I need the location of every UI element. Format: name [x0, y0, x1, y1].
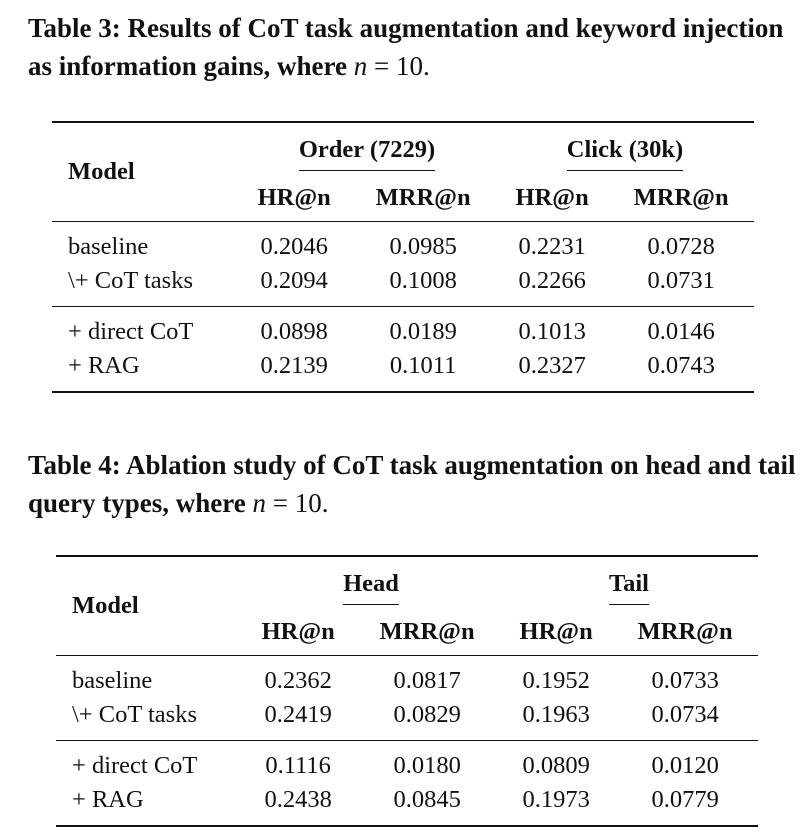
table4-value-cell: 0.0779 — [612, 783, 758, 826]
table3-value-cell: 0.0146 — [608, 307, 754, 350]
table4-value-cell: 0.1952 — [500, 656, 612, 699]
table4-group-header — [242, 556, 500, 609]
table3-caption-var: n — [353, 51, 368, 81]
table4-value-cell: 0.0733 — [612, 656, 758, 699]
table3-caption — [28, 9, 798, 85]
table4-metric-header: HR@n — [261, 618, 335, 645]
table3-value-cell: 0.0189 — [350, 307, 496, 350]
table-row — [52, 349, 754, 392]
table3-caption-label: Table 3: — [28, 13, 121, 43]
table4-caption-label: Table 4: — [28, 450, 121, 480]
table4-caption — [28, 446, 798, 522]
table3-group-header — [238, 122, 496, 175]
table4-value-cell: 0.1963 — [522, 701, 590, 728]
table-row — [56, 698, 758, 741]
table-row — [52, 307, 754, 350]
table4-caption-var: n — [252, 488, 266, 518]
table4-value-cell: 0.0845 — [354, 783, 500, 826]
table4-model-header: Model — [56, 556, 242, 656]
table3-value-cell: 0.0731 — [647, 267, 715, 294]
table3-value-cell: 0.2231 — [496, 222, 608, 265]
table4-value-cell: 0.1116 — [242, 741, 354, 784]
table4 — [56, 555, 758, 827]
table3-value-cell: 0.2094 — [260, 267, 328, 294]
table3-value-cell: 0.0728 — [608, 222, 754, 265]
table3-model-cell: \+ CoT tasks — [68, 267, 193, 294]
table4-model-cell: baseline — [56, 656, 242, 699]
table3-value-cell: 0.2139 — [238, 349, 350, 392]
table3-group-label: Order (7229) — [299, 136, 435, 171]
table4-group-label: Head — [343, 570, 399, 605]
table4-caption-eq: = 10. — [272, 488, 329, 518]
table-row — [56, 783, 758, 826]
table-row — [52, 222, 754, 265]
table3-value-cell: 0.1008 — [389, 267, 457, 294]
table4-value-cell: 0.0734 — [651, 701, 719, 728]
table3-metric-header: MRR@n — [375, 184, 471, 211]
table4-caption-text: Ablation study of CoT task augmentation on head and tail query types, where — [28, 450, 796, 518]
table3-metric-header: HR@n — [515, 184, 589, 211]
table4-value-cell: 0.2419 — [264, 701, 332, 728]
table3-group-header — [496, 122, 754, 175]
table3-model-header: Model — [52, 122, 238, 222]
table3-model-cell: + direct CoT — [52, 307, 238, 350]
table4-value-cell: 0.2438 — [242, 783, 354, 826]
table4-metric-header: MRR@n — [379, 618, 475, 645]
table4-value-cell: 0.0809 — [500, 741, 612, 784]
table4-metric-header: MRR@n — [637, 618, 733, 645]
table3-value-cell: 0.1011 — [350, 349, 496, 392]
table4-value-cell: 0.0817 — [354, 656, 500, 699]
table-row — [56, 741, 758, 784]
table4-group-header — [500, 556, 758, 609]
table-row — [56, 656, 758, 699]
table4-model-cell: \+ CoT tasks — [72, 701, 197, 728]
table3-metric-header: MRR@n — [633, 184, 729, 211]
table4-metric-header: HR@n — [519, 618, 593, 645]
table4-value-cell: 0.1973 — [500, 783, 612, 826]
table4-group-label: Tail — [609, 570, 649, 605]
table4-value-cell: 0.0180 — [354, 741, 500, 784]
table3-value-cell: 0.2046 — [238, 222, 350, 265]
table3-value-cell: 0.0985 — [350, 222, 496, 265]
table3 — [52, 121, 754, 393]
table3-metric-header: HR@n — [257, 184, 331, 211]
table3-model-cell: + RAG — [52, 349, 238, 392]
table3-caption-text: Results of CoT task augmentation and keyword injection as information gains, where — [28, 13, 784, 81]
table4-model-cell: + direct CoT — [56, 741, 242, 784]
table3-value-cell: 0.1013 — [496, 307, 608, 350]
table3-value-cell: 0.0743 — [608, 349, 754, 392]
table4-value-cell: 0.0829 — [393, 701, 461, 728]
table4-model-cell: + RAG — [56, 783, 242, 826]
table3-group-label: Click (30k) — [567, 136, 683, 171]
table3-caption-eq: = 10. — [374, 51, 430, 81]
table3-model-cell: baseline — [52, 222, 238, 265]
table4-value-cell: 0.0120 — [612, 741, 758, 784]
table3-value-cell: 0.0898 — [238, 307, 350, 350]
table4-value-cell: 0.2362 — [242, 656, 354, 699]
table3-value-cell: 0.2266 — [518, 267, 586, 294]
table3-value-cell: 0.2327 — [496, 349, 608, 392]
table-row — [52, 264, 754, 307]
